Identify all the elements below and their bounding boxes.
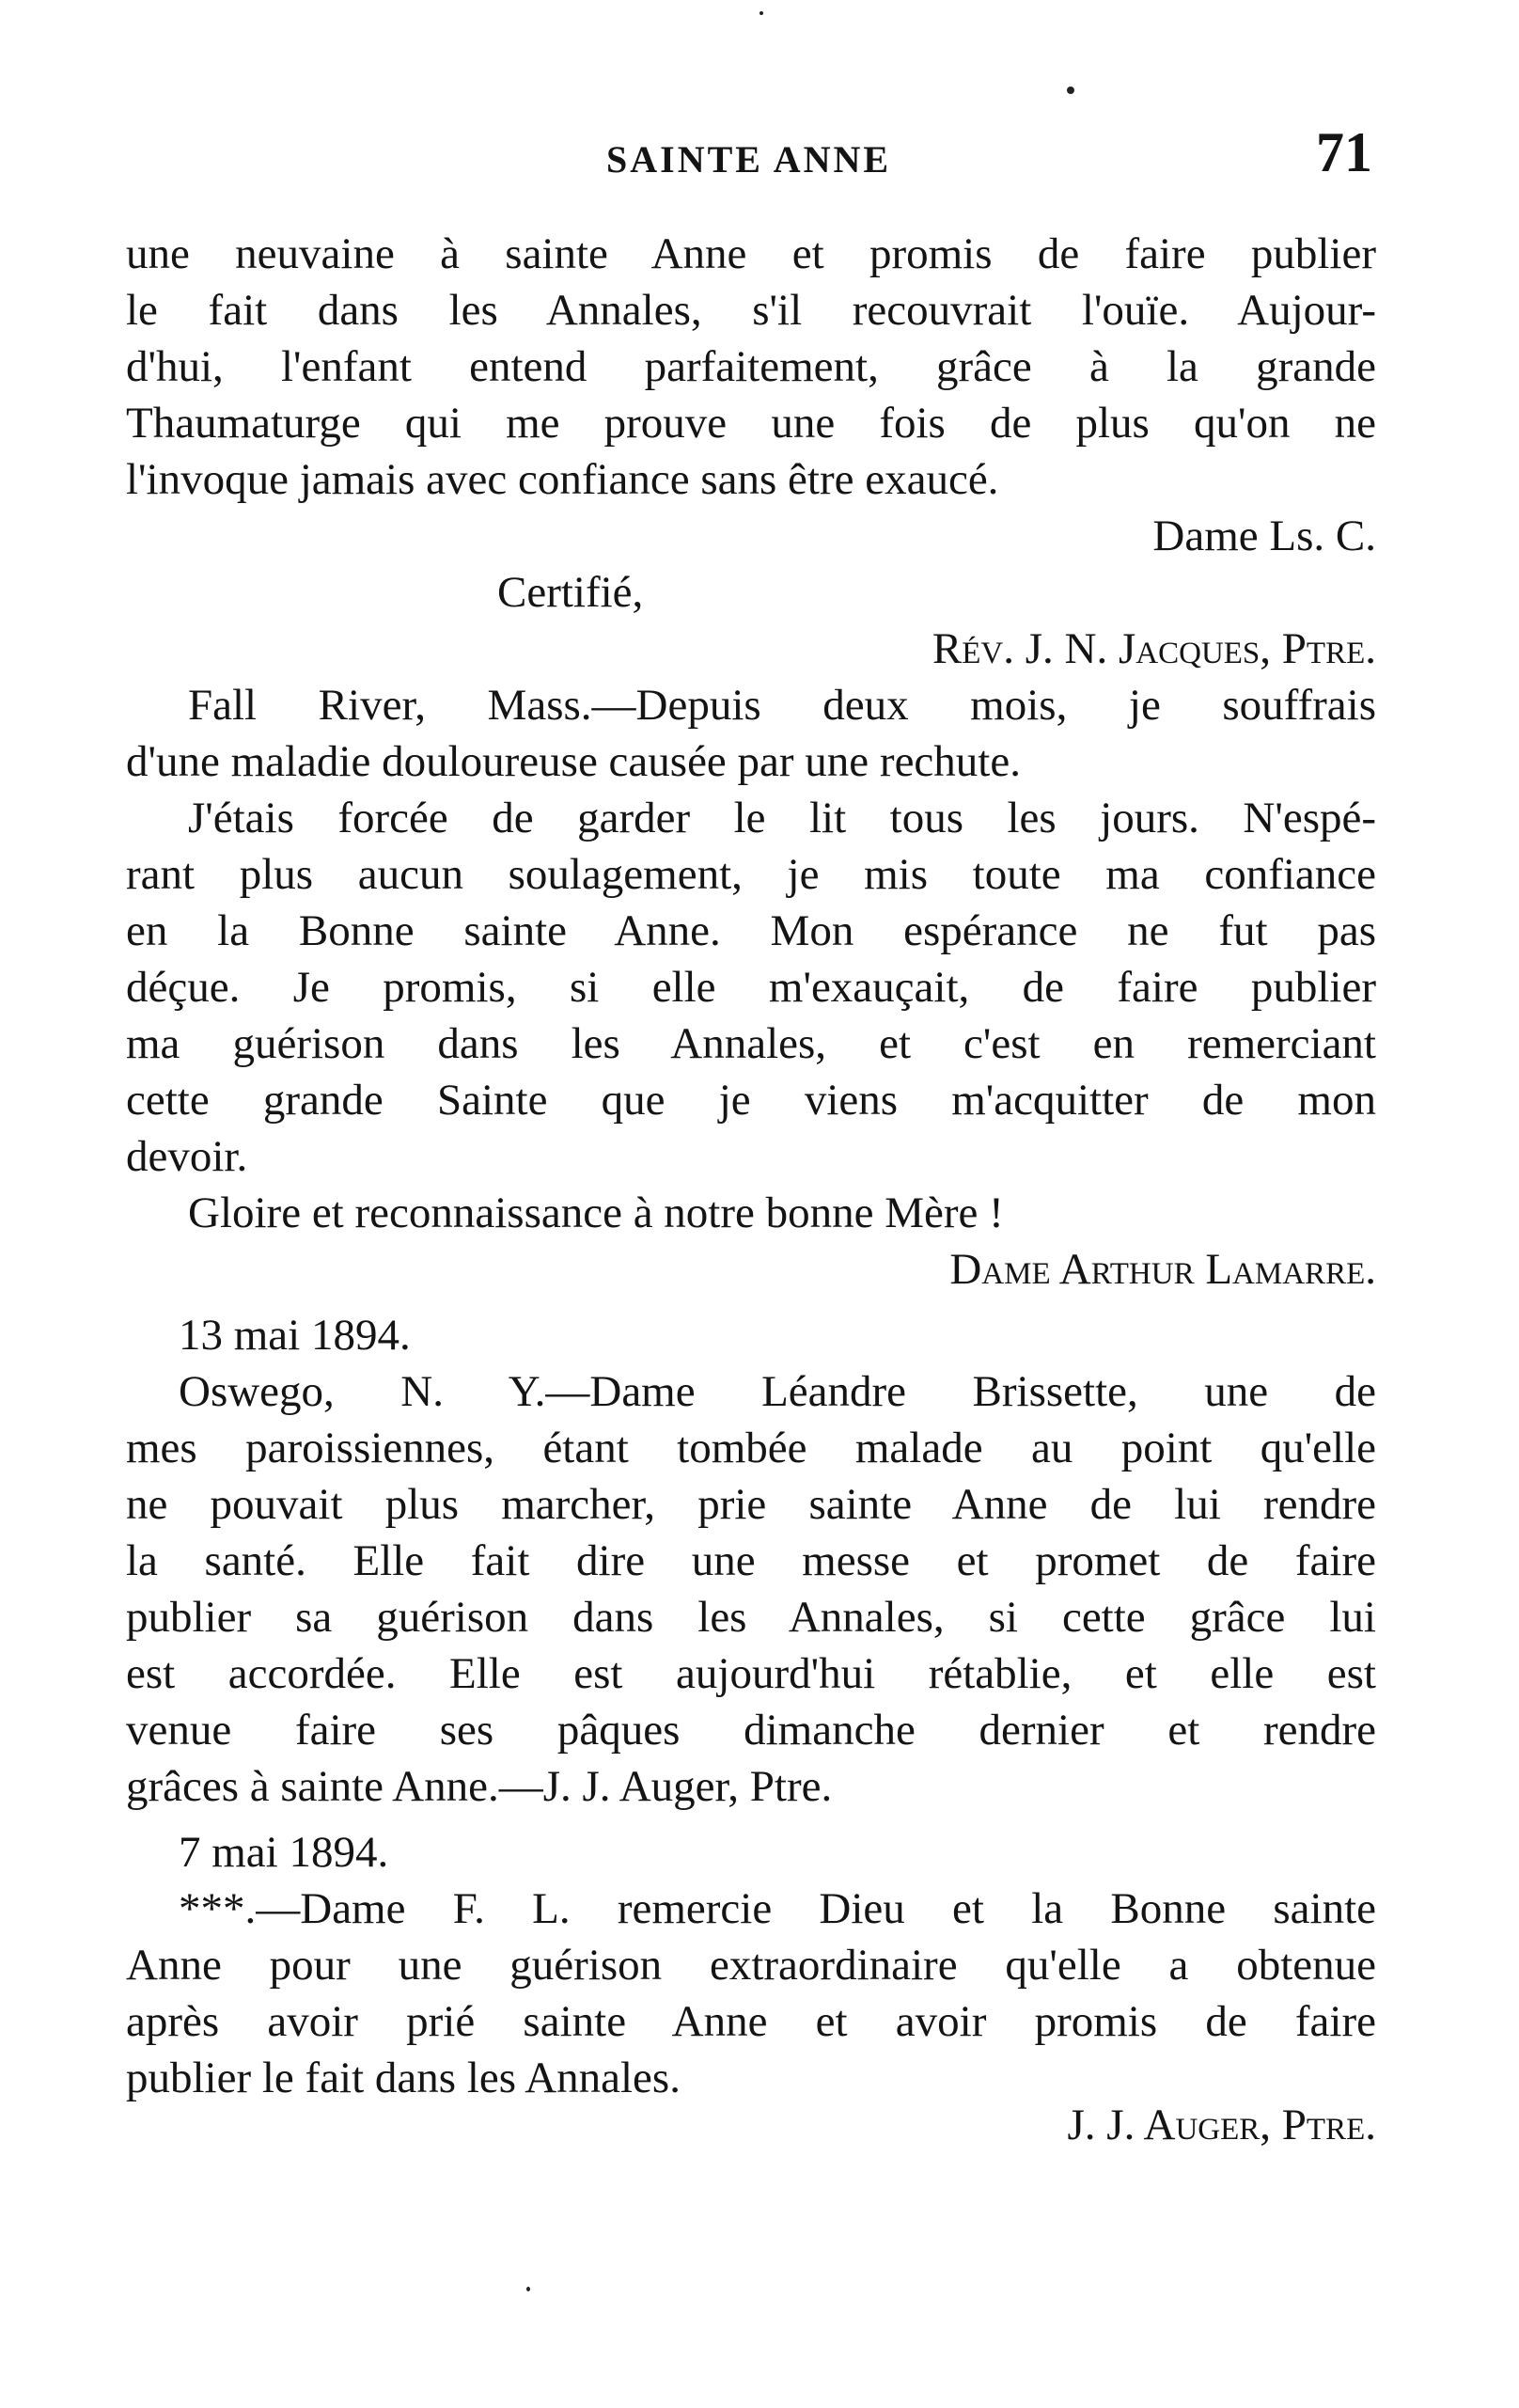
ink-speck xyxy=(1067,87,1074,94)
text-line: J'étais forcée de garder le lit tous les jours. N'espé- xyxy=(188,794,1376,842)
text-line: Gloire et reconnaissance à notre bonne Mère ! xyxy=(188,1188,1004,1237)
text-line: est accordée. Elle est aujourd'hui rétablie, et elle est xyxy=(126,1649,1376,1698)
text-line: venue faire ses pâques dimanche dernier et rendre xyxy=(126,1706,1376,1755)
text-line: mes paroissiennes, étant tombée malade au point qu'elle xyxy=(126,1424,1376,1472)
running-head-title: SAINTE ANNE xyxy=(606,138,892,181)
text-line: déçue. Je promis, si elle m'exauçait, de faire publier xyxy=(126,963,1376,1012)
text-line: ma guérison dans les Annales, et c'est en remerciant xyxy=(126,1019,1376,1068)
text-line: Anne pour une guérison extraordinaire qu'elle a obtenue xyxy=(126,1941,1376,1990)
text-line: ne pouvait plus marcher, prie sainte Anne de lui rendre xyxy=(126,1480,1376,1529)
date-line: 13 mai 1894. xyxy=(179,1311,411,1360)
text-line: rant plus aucun soulagement, je mis toute ma confiance xyxy=(126,850,1376,899)
text-line: devoir. xyxy=(126,1132,248,1181)
text-line: ***.—Dame F. L. remercie Dieu et la Bonne sainte xyxy=(179,1884,1376,1933)
text-line: d'hui, l'enfant entend parfaitement, grâce à la grande xyxy=(126,342,1376,391)
running-head xyxy=(0,120,1519,196)
signature-line: Dame Arthur Lamarre. xyxy=(949,1245,1376,1294)
text-line: Thaumaturge qui me prouve une fois de plus qu'on ne xyxy=(126,399,1376,448)
signature-line: J. J. Auger, Ptre. xyxy=(1067,2101,1376,2149)
text-line: une neuvaine à sainte Anne et promis de faire publier xyxy=(126,229,1376,278)
text-line: cette grande Sainte que je viens m'acquitter de mon xyxy=(126,1076,1376,1125)
text-line: Oswego, N. Y.—Dame Léandre Brissette, une de xyxy=(179,1367,1376,1416)
text-line: publier le fait dans les Annales. xyxy=(126,2054,681,2102)
date-line: 7 mai 1894. xyxy=(179,1828,389,1877)
ink-speck xyxy=(760,11,763,15)
text-line: le fait dans les Annales, s'il recouvrait l'ouïe. Aujour- xyxy=(126,286,1376,335)
text-line: la santé. Elle fait dire une messe et promet de faire xyxy=(126,1536,1376,1585)
signature-line: Rév. J. N. Jacques, Ptre. xyxy=(932,624,1376,673)
text-line: publier sa guérison dans les Annales, si cette grâce lui xyxy=(126,1593,1376,1642)
page-number: 71 xyxy=(1316,121,1372,183)
text-line: l'invoque jamais avec confiance sans être exaucé. xyxy=(126,455,999,504)
text-line: d'une maladie douloureuse causée par une rechute. xyxy=(126,737,1021,786)
text-line: Fall River, Mass.—Depuis deux mois, je souffrais xyxy=(188,681,1376,730)
text-line: après avoir prié sainte Anne et avoir promis de faire xyxy=(126,1997,1376,2046)
text-line: en la Bonne sainte Anne. Mon espérance ne fut pas xyxy=(126,906,1376,955)
signature-line: Dame Ls. C. xyxy=(1152,512,1376,560)
text-line: grâces à sainte Anne.—J. J. Auger, Ptre. xyxy=(126,1762,833,1811)
certification-label: Certifié, xyxy=(497,568,644,617)
ink-speck xyxy=(526,2287,530,2291)
